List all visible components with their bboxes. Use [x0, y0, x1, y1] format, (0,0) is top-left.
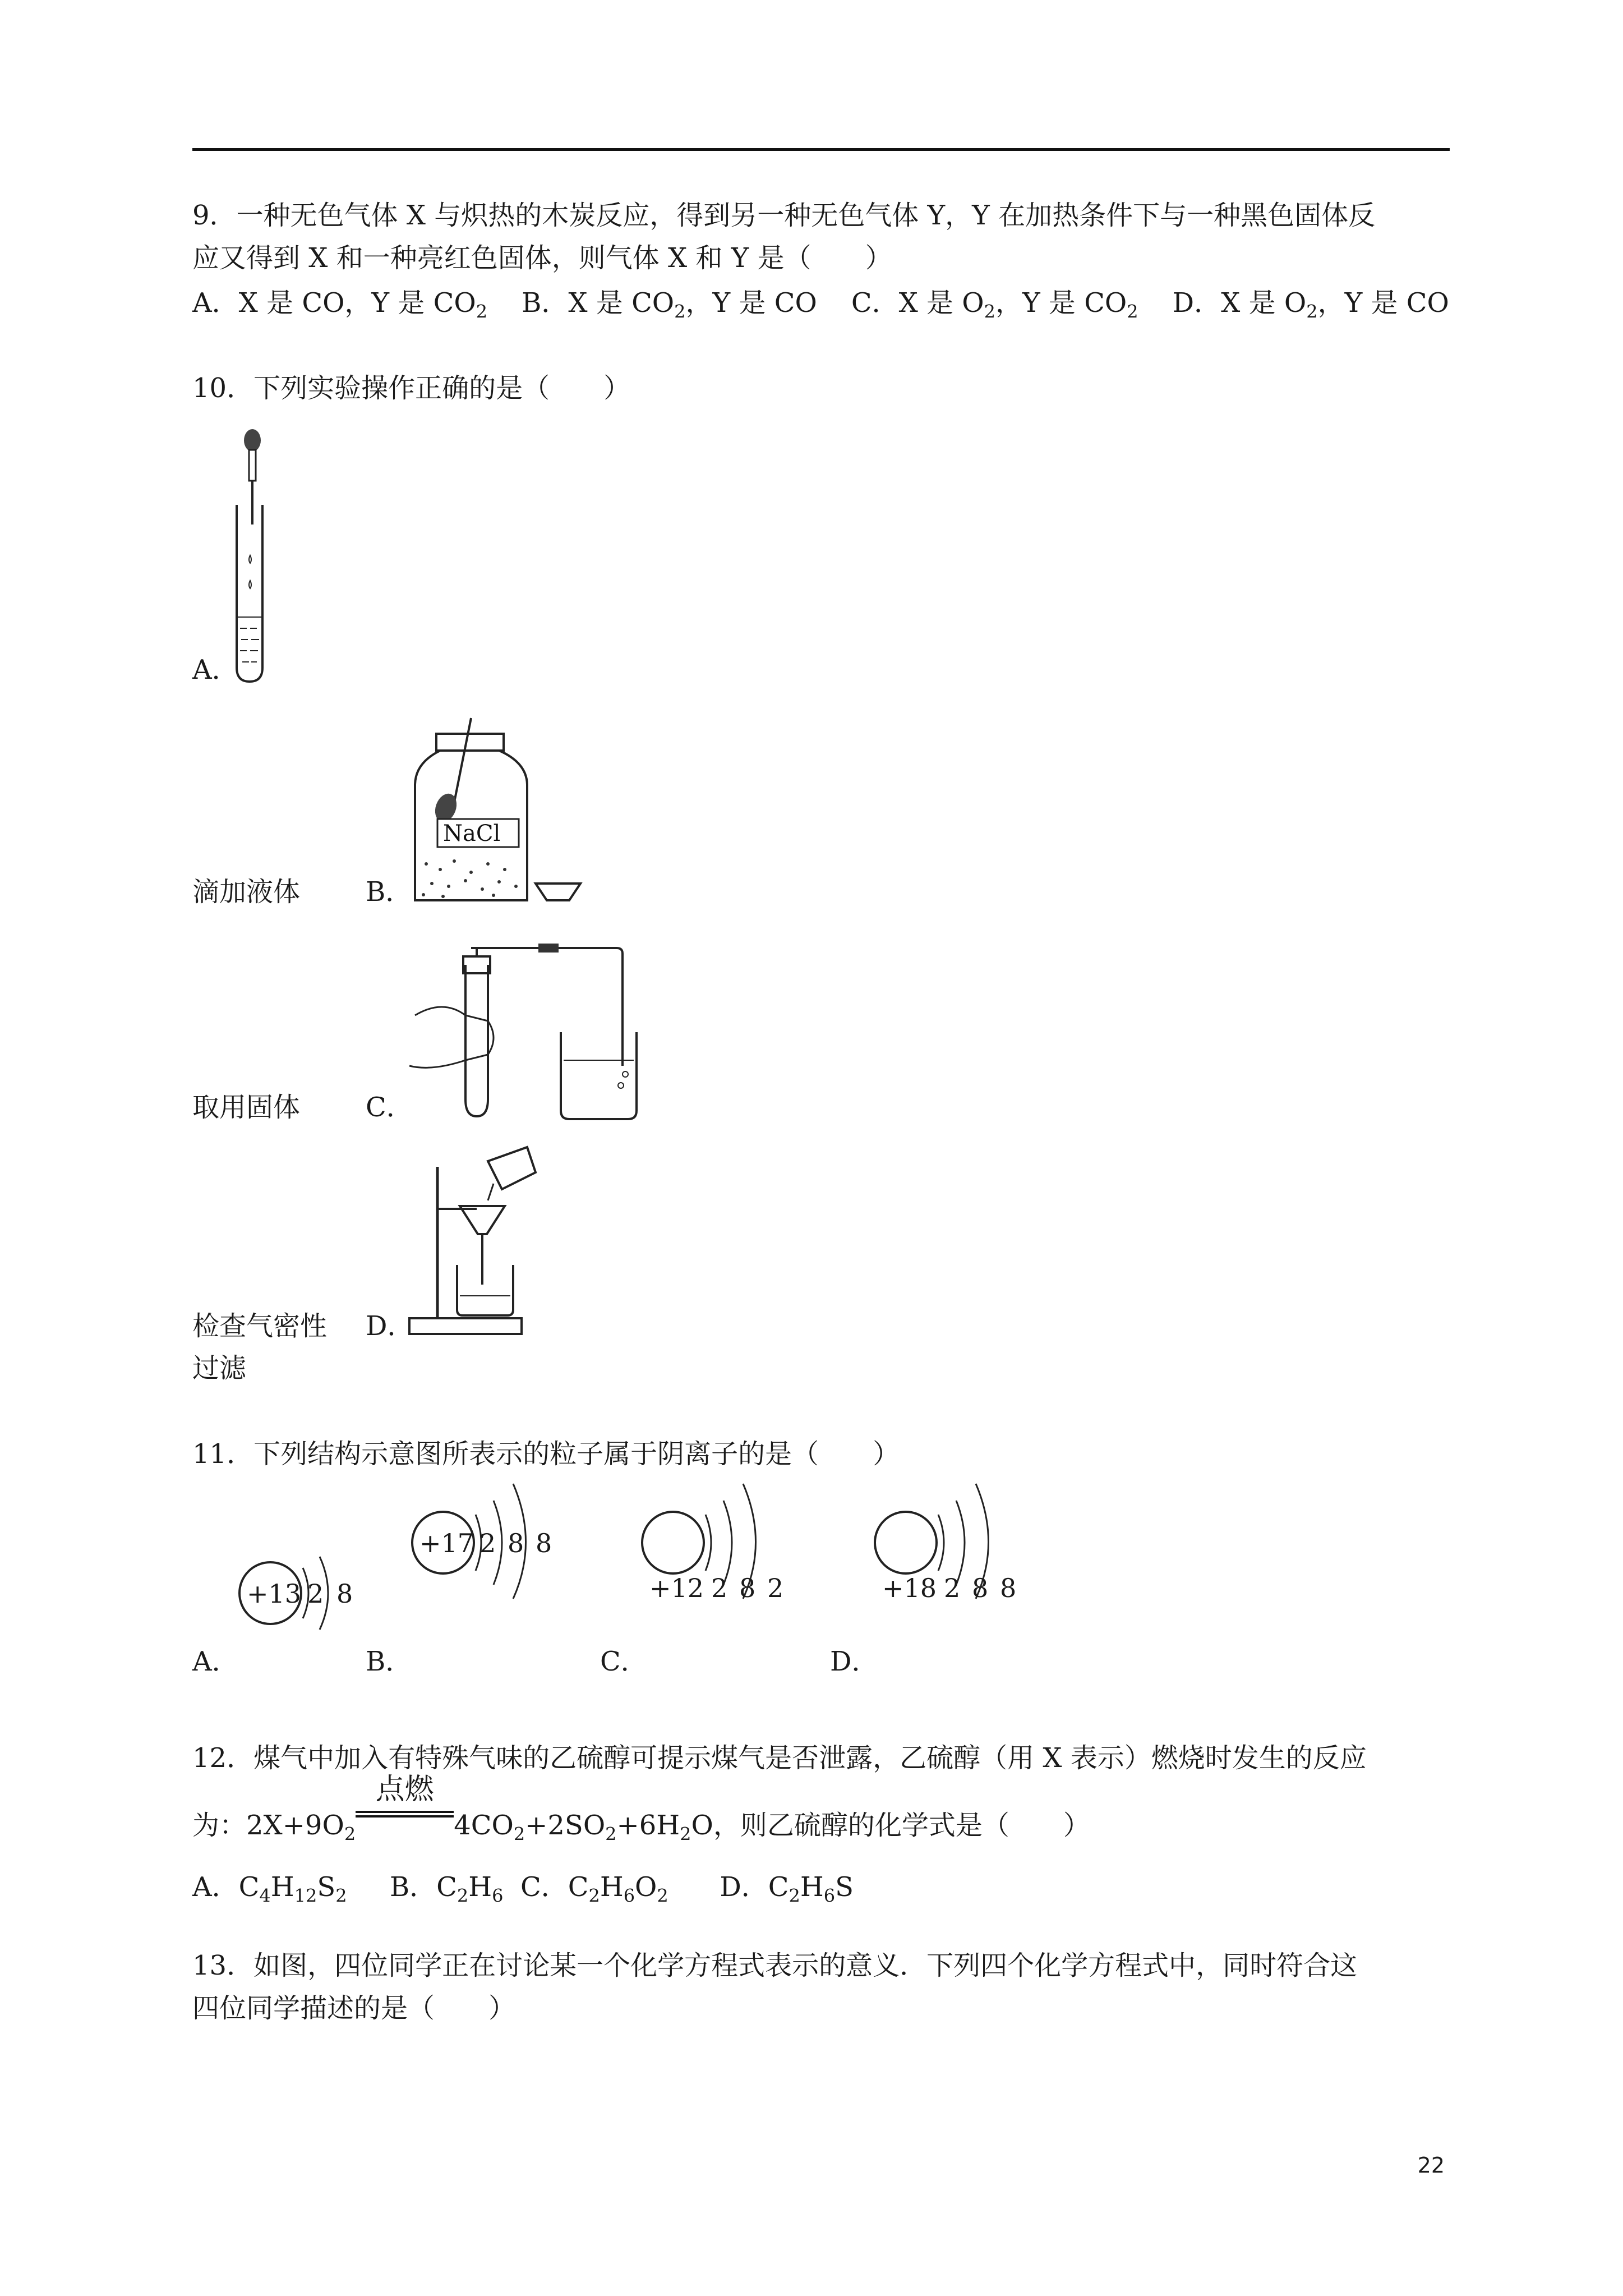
q12-option-b: B．$C_2H_6$	[389, 1871, 504, 1907]
q12-options	[192, 1871, 854, 1907]
q12-stem-line1: 12．煤气中加入有特殊气味的乙硫醇可提示煤气是否泄露，乙硫醇（用 X 表示）燃烧时发生的反应	[192, 1742, 1367, 1774]
nucleus-b: +17	[419, 1528, 474, 1558]
q10-stem: 10．下列实验操作正确的是（ ）	[192, 372, 631, 404]
shell-c-2: 8	[739, 1573, 756, 1603]
q10-option-a-caption: 滴加液体	[192, 876, 301, 908]
q11-option-b-letter: B．	[366, 1646, 413, 1677]
q13-stem-line1: 13．如图，四位同学正在讨论某一个化学方程式表示的意义．下列四个化学方程式中，同时符合这	[192, 1950, 1358, 1981]
shell-b-3: 8	[536, 1528, 552, 1558]
q12-option-a: A．$C_4H_{12}S_2$	[192, 1871, 347, 1907]
q10-option-c-letter: C．	[366, 1092, 413, 1123]
q11-option-c-letter: C．	[600, 1646, 648, 1677]
q10-option-c-caption: 检查气密性	[192, 1310, 328, 1342]
q11-stem: 11．下列结构示意图所表示的粒子属于阴离子的是（ ）	[192, 1438, 900, 1470]
q9-option-d: D．X 是 $O_2$，Y 是 CO	[1172, 287, 1449, 323]
q12-option-c: C．$C_2H_6O_2$	[520, 1871, 668, 1907]
page-number: 22	[1417, 2153, 1445, 2178]
equation-suffix: ，则乙硫醇的化学式是（ ）	[713, 1810, 1090, 1841]
reaction-condition: 点燃	[375, 1773, 434, 1806]
q9-options	[192, 289, 1449, 321]
q10-option-d-letter: D．	[366, 1310, 414, 1342]
reagent-bottle-illustration	[409, 718, 589, 903]
q13-stem-line2: 四位同学描述的是（ ）	[192, 1993, 516, 2024]
shell-d-2: 8	[972, 1573, 989, 1603]
airtightness-check-illustration	[409, 931, 645, 1122]
dropper-test-tube-illustration	[230, 426, 269, 684]
q11-option-d-letter: D．	[830, 1646, 879, 1677]
nucleus-a: +13	[247, 1579, 302, 1609]
q11-option-a-letter: A．	[192, 1646, 239, 1677]
shell-b-1: 2	[479, 1528, 496, 1558]
filtration-illustration	[409, 1144, 538, 1335]
q9-stem-line1: 9．一种无色气体 X 与炽热的木炭反应，得到另一种无色气体 Y，Y 在加热条件下与一种黑色固体反	[192, 200, 1376, 231]
nucleus-c: +12	[649, 1573, 704, 1603]
q10-option-b-caption: 取用固体	[192, 1092, 301, 1123]
shell-b-2: 8	[508, 1528, 524, 1558]
q9-option-c: C．X 是 $O_2$，Y 是 $CO_2$	[851, 287, 1138, 323]
shell-c-3: 2	[767, 1573, 784, 1603]
q10-option-b-letter: B．	[366, 876, 413, 908]
nacl-label: NaCl	[443, 821, 501, 846]
nucleus-d: +18	[882, 1573, 937, 1603]
shell-d-3: 8	[1000, 1573, 1017, 1603]
shell-a-1: 2	[307, 1579, 324, 1609]
q9-option-a: A．X 是 CO，Y 是 $CO_2$	[192, 287, 488, 323]
shell-a-2: 8	[336, 1579, 353, 1609]
q10-option-a-letter: A．	[192, 654, 239, 685]
equation-prefix: 为：2X+9O	[192, 1810, 344, 1841]
q10-option-d-caption: 过滤	[192, 1352, 247, 1384]
q12-option-d: D．$C_2H_6S$	[720, 1871, 854, 1907]
shell-d-1: 2	[944, 1573, 961, 1603]
q12-equation: 为：$2X+9O_2$ 点燃 $4CO_2+2SO_2+6H_2O$，则乙硫醇的化学式是（ ）	[192, 1773, 1090, 1845]
header-rule	[192, 148, 1450, 151]
shell-c-1: 2	[711, 1573, 728, 1603]
q9-option-b: B．X 是 $CO_2$，Y 是 CO	[522, 287, 817, 323]
q9-stem-line2: 应又得到 X 和一种亮红色固体，则气体 X 和 Y 是（ ）	[192, 242, 892, 274]
